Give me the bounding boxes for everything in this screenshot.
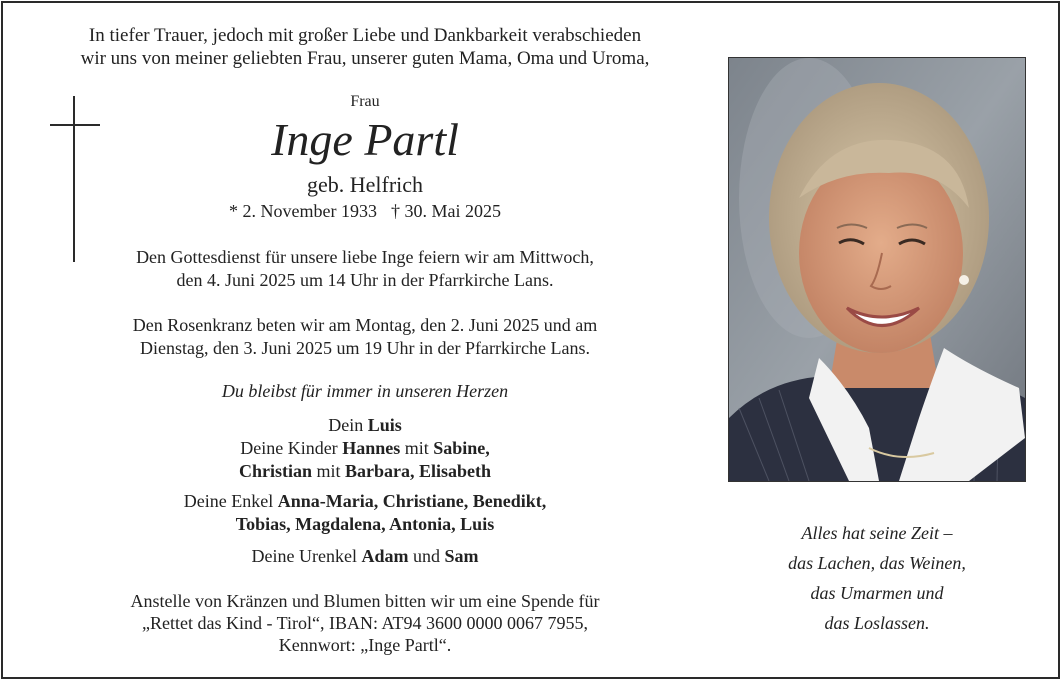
quote-line-2: das Lachen, das Weinen,	[788, 553, 966, 573]
great-grandchild-name: Adam	[361, 546, 409, 566]
great-grandchildren	[30, 545, 700, 568]
partner-name: Sabine,	[433, 438, 490, 458]
grandchildren	[30, 490, 700, 536]
life-dates	[30, 201, 700, 222]
husband-line	[30, 414, 700, 437]
grandchildren-line-1	[30, 490, 700, 513]
intro-line-1: In tiefer Trauer, jedoch mit großer Liebe und Dankbarkeit verabschieden	[88, 25, 642, 46]
death-date: † 30. Mai 2025	[390, 201, 501, 221]
husband-name: Luis	[367, 415, 402, 435]
portrait-photo	[728, 57, 1026, 482]
rosary-line-2: Dienstag, den 3. Juni 2025 um 19 Uhr in der Pfarrkirche Lans.	[140, 338, 590, 358]
deceased-name: Inge Partl	[271, 114, 459, 165]
rosary-info	[30, 314, 700, 360]
maiden-name: geb. Helfrich	[306, 172, 424, 197]
motto: Du bleibst für immer in unseren Herzen	[221, 381, 509, 401]
donation-request	[30, 590, 700, 656]
child-name: Hannes	[342, 438, 401, 458]
partner-name: Barbara, Elisabeth	[345, 461, 492, 481]
great-grandchild-name: Sam	[444, 546, 479, 566]
rosary-line-1: Den Rosenkranz beten wir am Montag, den 2. Juni 2025 und am	[132, 315, 598, 335]
grandchildren-line-2	[30, 513, 700, 536]
husband-prefix: Dein	[328, 415, 364, 435]
quote-line-1: Alles hat seine Zeit –	[801, 523, 953, 543]
great-grandchildren-prefix: Deine Urenkel	[251, 546, 357, 566]
birth-date: * 2. November 1933	[229, 201, 377, 221]
grandchildren-names: Tobias, Magdalena, Antonia, Luis	[235, 514, 495, 534]
children-line-2	[30, 460, 700, 483]
quote-line-3: das Umarmen und	[810, 583, 944, 603]
connector: und	[412, 546, 440, 566]
intro-line-2: wir uns von meiner geliebten Frau, unserer guten Mama, Oma und Uroma,	[80, 48, 650, 69]
children-prefix: Deine Kinder	[240, 438, 338, 458]
family-close	[30, 414, 700, 483]
connector: mit	[316, 461, 341, 481]
children-line-1	[30, 437, 700, 460]
donation-line-1: Anstelle von Kränzen und Blumen bitten wir um eine Spende für	[130, 591, 600, 611]
service-info	[30, 246, 700, 292]
connector: mit	[404, 438, 429, 458]
donation-line-3: Kennwort: „Inge Partl“.	[278, 635, 452, 655]
service-line-1: Den Gottesdienst für unsere liebe Inge feiern wir am Mittwoch,	[136, 247, 594, 267]
child-name: Christian	[238, 461, 312, 481]
donation-line-2: „Rettet das Kind - Tirol“, IBAN: AT94 3600 0000 0067 7955,	[142, 613, 588, 633]
grandchildren-prefix: Deine Enkel	[183, 491, 274, 511]
intro-text	[30, 24, 700, 70]
service-line-2: den 4. Juni 2025 um 14 Uhr in der Pfarrkirche Lans.	[176, 270, 554, 290]
quote-line-4: das Loslassen.	[824, 613, 930, 633]
quote	[728, 518, 1026, 638]
grandchildren-names: Anna-Maria, Christiane, Benedikt,	[277, 491, 547, 511]
name-prefix: Frau	[350, 93, 380, 110]
